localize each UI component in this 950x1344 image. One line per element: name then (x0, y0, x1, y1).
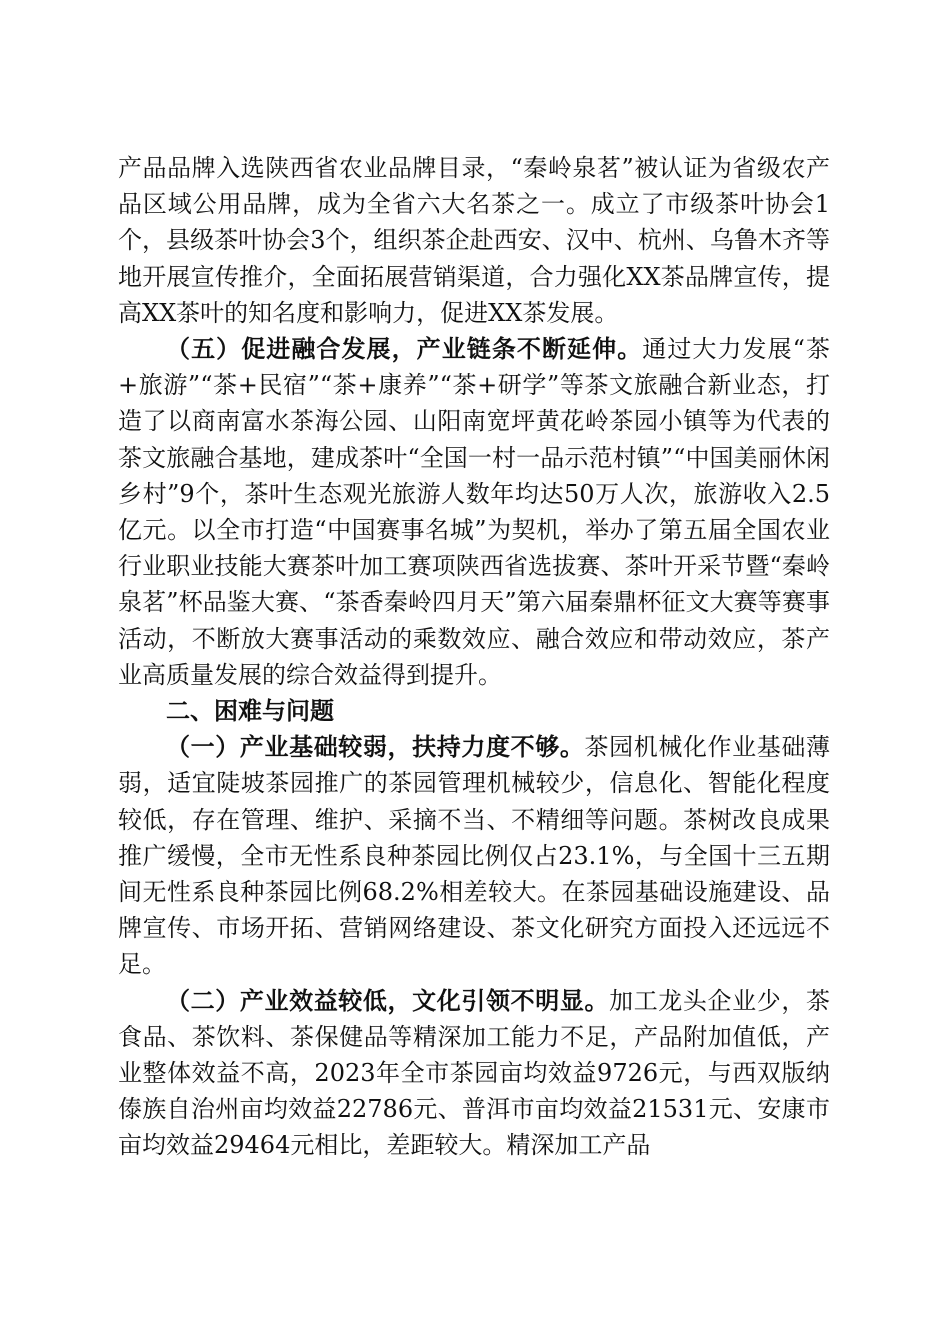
section-heading: 二、困难与问题 (166, 697, 334, 726)
paragraph-weak-foundation (118, 729, 830, 982)
paragraph-text: 通过大力发展“茶+旅游”“茶+民宿”“茶+康养”“茶+研学”等茶文旅融合新业态，打造了以商南富水茶海公园、山阳南宽坪黄花岭茶园小镇等为代表的茶文旅融合基地，建成茶叶“全国一村一品示范村镇”“中国美丽休闲乡村”9个，茶叶生态观光旅游人数年均达50万人次，旅游收入2.5亿元。以全市打造“中国赛事名城”为契机，举办了第五届全国农业行业职业技能大赛茶叶加工赛项陕西省选拔赛、茶叶开采节暨“秦岭泉茗”杯品鉴大赛、“茶香秦岭四月天”第六届秦鼎杯征文大赛等赛事活动，不断放大赛事活动的乘数效应、融合效应和带动效应，茶产业高质量发展的综合效益得到提升。 (118, 335, 830, 689)
paragraph-brand-promotion (118, 150, 830, 331)
paragraph-lead: （五）促进融合发展，产业链条不断延伸。 (166, 334, 643, 364)
paragraph-integration-development (118, 331, 830, 693)
paragraph-lead: （二）产业效益较低，文化引领不明显。 (166, 985, 610, 1015)
paragraph-low-benefit (118, 983, 830, 1164)
paragraph-text: 茶园机械化作业基础薄弱，适宜陡坡茶园推广的茶园管理机械较少，信息化、智能化程度较低，存在管理、维护、采摘不当、不精细等问题。茶树改良成果推广缓慢，全市无性系良种茶园比例仅占23.1%，与全国十三五期间无性系良种茶园比例68.2%相差较大。在茶园基础设施建设、品牌宣传、市场开拓、营销网络建设、茶文化研究方面投入还远远不足。 (118, 733, 831, 979)
document-body (118, 150, 830, 1164)
paragraph-text: 加工龙头企业少，茶食品、茶饮料、茶保健品等精深加工能力不足，产品附加值低，产业整体效益不高，2023年全市茶园亩均效益9726元，与西双版纳傣族自治州亩均效益22786元、普洱市亩均效益21531元、安康市亩均效益29464元相比，差距较大。精深加工产品 (118, 986, 831, 1160)
paragraph-lead: （一）产业基础较弱，扶持力度不够。 (166, 732, 585, 762)
paragraph-text: 产品品牌入选陕西省农业品牌目录，“秦岭泉茗”被认证为省级农产品区域公用品牌，成为全省六大名茶之一。成立了市级茶叶协会1个，县级茶叶协会3个，组织茶企赴西安、汉中、杭州、乌鲁木齐等地开展宣传推介，全面拓展营销渠道，合力强化XX茶品牌宣传，提高XX茶叶的知名度和影响力，促进XX茶发展。 (118, 154, 830, 327)
